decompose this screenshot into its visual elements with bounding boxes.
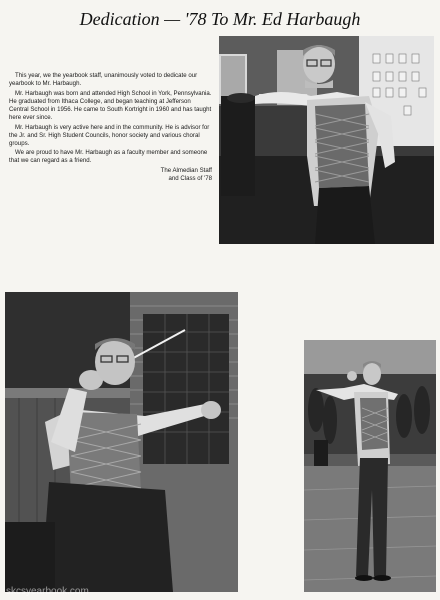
page-title: [0, 9, 440, 30]
title-rest: — '78 To Mr. Ed Harbaugh: [159, 9, 361, 29]
photo-teacher-conducting-seated: [5, 292, 238, 592]
watermark: skcsyearbook.com: [6, 586, 89, 597]
signature-line-1: The Almedian Staff: [160, 167, 212, 175]
paragraph-2: Mr. Harbaugh was born and attended High School in York, Pennsylvania. He graduated from Ithaca College, and began teaching at Jefferson Central School in 1956. He came to South Kortright in 1960 and has taught here ever since.: [9, 89, 212, 121]
photo-teacher-in-gym: [304, 340, 436, 592]
paragraph-3: Mr. Harbaugh is very active here and in the community. He is advisor for the Jr. and Sr. High Student Councils, honor society and various choral groups.: [9, 123, 210, 147]
dedication-text: [9, 72, 212, 183]
title-dedication: Dedication: [79, 9, 160, 29]
paragraph-4: We are proud to have Mr. Harbaugh as a faculty member and someone that we can regard as a friend.: [9, 149, 208, 165]
paragraph-1: This year, we the yearbook staff, unanimously voted to dedicate our yearbook to Mr. Harbaugh.: [9, 72, 198, 88]
signature-line-2: and Class of '78: [168, 175, 212, 183]
photo-teacher-at-stand: [219, 36, 434, 244]
